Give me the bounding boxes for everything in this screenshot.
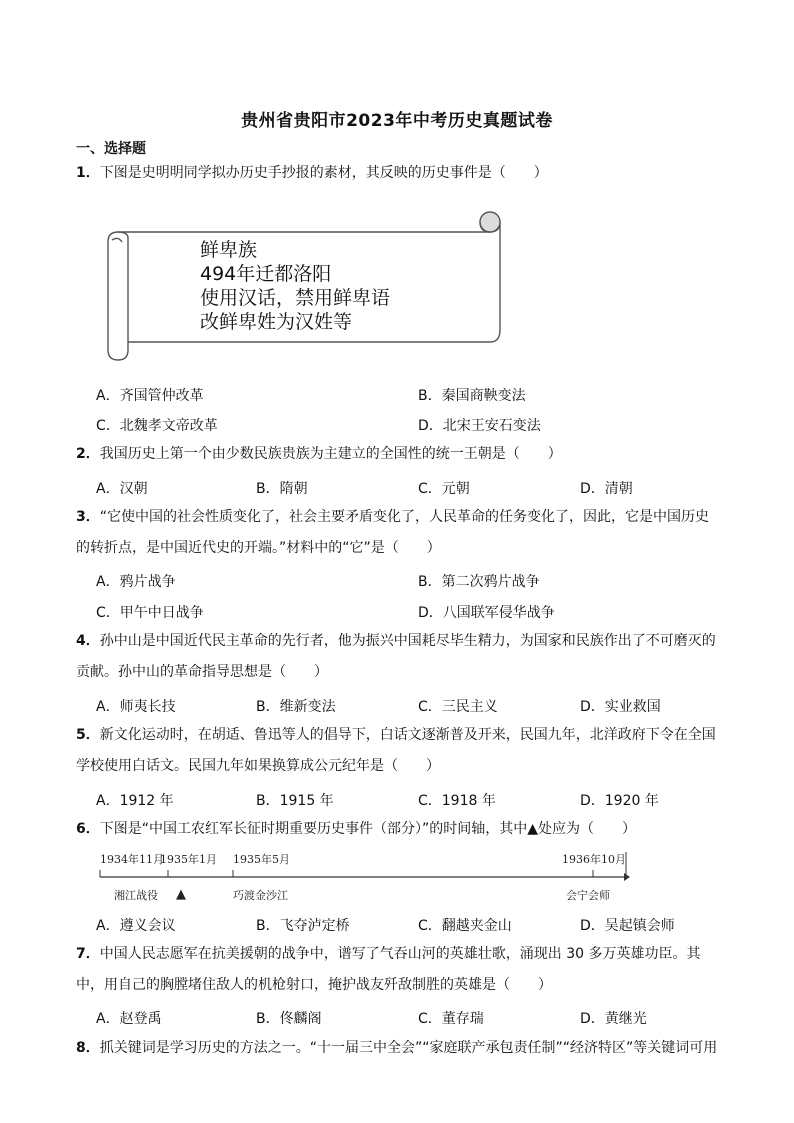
q5-option-c: C．1918 年 [418,793,496,809]
scroll-text: 鲜卑族 494年迁都洛阳 使用汉话，禁用鲜卑语 改鲜卑姓为汉姓等 [200,239,391,333]
q4-option-a: A．师夷长技 [96,699,176,715]
q7-option-b: B．佟麟阁 [256,1011,322,1027]
q7-option-a: A．赵登禹 [96,1011,162,1027]
q3-option-b: B．第二次鸦片战争 [418,574,540,590]
question-6: 6．下图是“中国工农红军长征时期重要历史事件（部分）”的时间轴，其中▲处应为（ ） [76,821,637,837]
q6-option-b: B．飞夺泸定桥 [256,918,350,934]
question-1: 1．下图是史明明同学拟办历史手抄报的素材，其反映的历史事件是（ ） [76,165,548,181]
question-7: 7．中国人民志愿军在抗美援朝的战争中，谱写了气吞山河的英雄壮歌，涌现出 30 多万英雄功臣。其 中，用自己的胸膛堵住敌人的机枪射口，掩护战友歼敌制胜的英雄是（ ） [76,946,701,993]
q4-option-d: D．实业救国 [580,699,661,715]
q2-option-d: D．清朝 [580,481,633,497]
section-heading: 一、选择题 [76,141,146,157]
q2-option-a: A．汉朝 [96,481,148,497]
timeline-figure [100,852,630,902]
timeline-date-2: 1935年1月 [160,853,217,866]
question-8: 8．抓关键词是学习历史的方法之一。“十一届三中全会”“家庭联产承包责任制”“经济特区”等关键词可用 [76,1040,718,1056]
q5-option-a: A．1912 年 [96,793,174,809]
q7-option-d: D．黄继光 [580,1011,647,1027]
q5-option-d: D．1920 年 [580,793,659,809]
q1-option-d: D．北宋王安石变法 [418,418,541,434]
q3-option-d: D．八国联军侵华战争 [418,605,555,621]
page-title: 贵州省贵阳市2023年中考历史真题试卷 [241,111,553,131]
timeline-event-1: 湘江战役 [114,889,158,902]
q1-option-c: C．北魏孝文帝改革 [96,418,218,434]
timeline-event-4: 会宁会师 [566,889,610,902]
timeline-event-3: 巧渡金沙江 [233,889,288,902]
q5-option-b: B．1915 年 [256,793,334,809]
q4-option-c: C．三民主义 [418,699,498,715]
q1-option-b: B．秦国商鞅变法 [418,388,526,404]
q2-option-b: B．隋朝 [256,481,308,497]
q3-option-c: C．甲午中日战争 [96,605,204,621]
q1-option-a: A．齐国管仲改革 [96,388,204,404]
q6-option-c: C．翻越夹金山 [418,918,512,934]
q2-option-c: C．元朝 [418,481,470,497]
q6-option-d: D．吴起镇会师 [580,918,675,934]
timeline-date-1: 1934年11月 [100,853,164,866]
question-3: 3．“它使中国的社会性质变化了，社会主要矛盾变化了，人民革命的任务变化了，因此，它是中国历史 的转折点，是中国近代史的开端。”材料中的“它”是（ ） [76,509,710,556]
question-4: 4．孙中山是中国近代民主革命的先行者，他为振兴中国耗尽毕生精力，为国家和民族作出了不可磨灭的 贡献。孙中山的革命指导思想是（ ） [76,633,716,680]
q4-option-b: B．维新变法 [256,699,336,715]
q6-option-a: A．遵义会议 [96,918,176,934]
q7-option-c: C．董存瑞 [418,1011,484,1027]
timeline-date-4: 1936年10月 [562,853,626,866]
timeline-event-2: ▲ [176,887,186,902]
question-5: 5．新文化运动时，在胡适、鲁迅等人的倡导下，白话文逐渐普及开来，民国九年，北洋政府下令在全国 学校使用白话文。民国九年如果换算成公元纪年是（ ） [76,727,716,774]
question-2: 2．我国历史上第一个由少数民族贵族为主建立的全国性的统一王朝是（ ） [76,446,562,462]
timeline-arrow-icon [624,873,630,881]
timeline-date-3: 1935年5月 [233,853,290,866]
q3-option-a: A．鸦片战争 [96,574,176,590]
